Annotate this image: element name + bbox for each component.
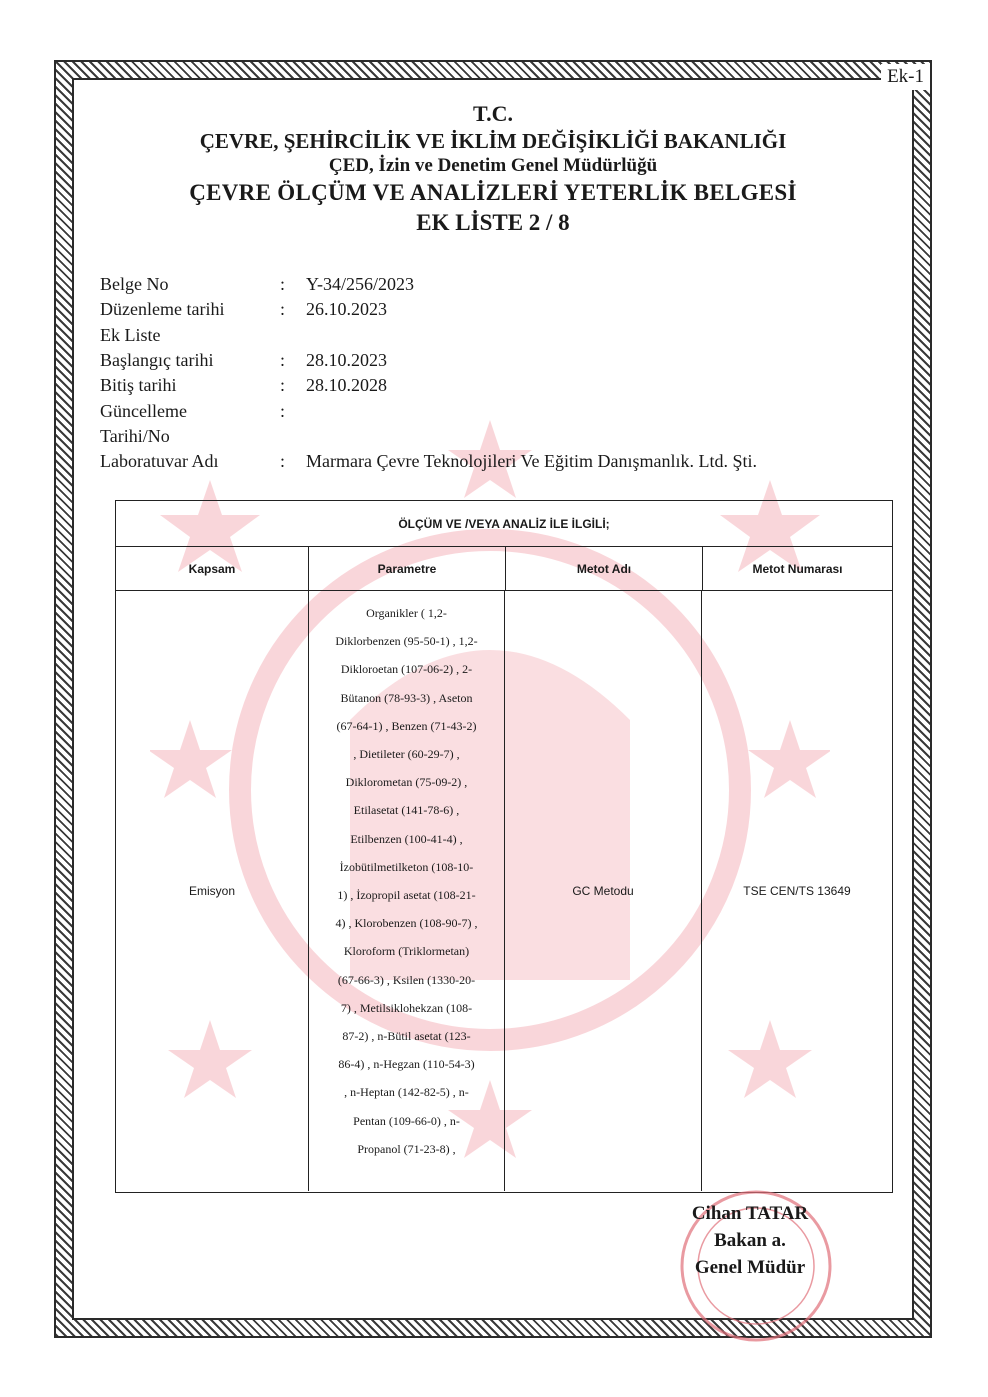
info-colon: :: [280, 350, 286, 371]
parameter-list: [335, 599, 477, 1163]
parameter-line: Propanol (71-23-8) ,: [357, 1141, 456, 1156]
info-label: Belge No: [100, 274, 169, 295]
info-label: Laboratuvar Adı: [100, 451, 219, 472]
header-metot-numarasi: Metot Numarası: [752, 561, 843, 576]
info-row: [100, 323, 900, 348]
info-row: [100, 449, 900, 474]
cell-kapsam: Emisyon: [116, 591, 309, 1191]
parameter-line: 4) , Klorobenzen (108-90-7) ,: [335, 916, 478, 931]
signatory-title: Genel Müdür: [694, 1257, 806, 1278]
info-label: Düzenleme tarihi: [100, 299, 225, 320]
info-label: Başlangıç tarihi: [100, 350, 214, 371]
ek-tag: Ek-1: [881, 64, 930, 90]
parameter-line: Dikloroetan (107-06-2) , 2-: [340, 662, 473, 677]
scope-table: [115, 500, 893, 1193]
document-header: [72, 100, 914, 238]
info-value: 28.10.2023: [306, 350, 387, 371]
info-row: [100, 424, 900, 449]
table-header-row: [116, 547, 892, 591]
info-row: [100, 272, 900, 297]
parameter-line: İzobütilmetilketon (108-10-: [339, 859, 474, 874]
info-row: [100, 348, 900, 373]
parameter-line: Bütanon (78-93-3) , Aseton: [340, 690, 473, 705]
header-list-number: EK LİSTE 2 / 8: [416, 210, 570, 235]
info-colon: :: [280, 400, 286, 421]
info-label: Tarihi/No: [100, 425, 170, 446]
header-certificate-title: ÇEVRE ÖLÇÜM VE ANALİZLERİ YETERLİK BELGESİ: [189, 180, 797, 205]
info-row: [100, 297, 900, 322]
info-colon: :: [280, 451, 286, 472]
info-row: [100, 398, 900, 423]
parameter-line: Etilbenzen (100-41-4) ,: [350, 831, 463, 846]
parameter-line: 87-2) , n-Bütil asetat (123-: [342, 1029, 471, 1044]
info-label: Güncelleme: [100, 400, 187, 421]
parameter-line: Organikler ( 1,2-: [366, 606, 447, 620]
cell-parametre: [309, 591, 505, 1191]
info-label: Ek Liste: [100, 324, 161, 345]
table-row: [116, 591, 892, 1191]
parameter-line: Kloroform (Triklormetan): [343, 944, 470, 959]
parameter-line: 86-4) , n-Hegzan (110-54-3): [338, 1057, 475, 1072]
info-value: Y-34/256/2023: [306, 274, 414, 295]
header-kapsam: Kapsam: [116, 547, 309, 590]
table-title: ÖLÇÜM VE /VEYA ANALİZ İLE İLGİLİ;: [116, 501, 892, 547]
parameter-line: , n-Heptan (142-82-5) , n-: [344, 1085, 469, 1100]
info-row: [100, 373, 900, 398]
header-ministry: ÇEVRE, ŞEHİRCİLİK VE İKLİM DEĞİŞİKLİĞİ BAKANLIĞI: [199, 129, 787, 153]
header-tc: T.C.: [473, 101, 513, 126]
header-metot-adi: Metot Adı: [506, 547, 703, 590]
info-label: Bitiş tarihi: [100, 375, 177, 396]
cell-metot-numarasi: TSE CEN/TS 13649: [743, 884, 851, 898]
parameter-line: 1) , İzopropil asetat (108-21-: [337, 888, 476, 903]
parameter-line: Diklorbenzen (95-50-1) , 1,2-: [335, 634, 478, 649]
info-value: Marmara Çevre Teknolojileri Ve Eğitim Danışmanlık. Ltd. Şti.: [306, 451, 757, 472]
parameter-line: (67-64-1) , Benzen (71-43-2): [336, 718, 477, 733]
info-block: [100, 272, 900, 474]
info-value: 28.10.2028: [306, 375, 387, 396]
info-colon: :: [280, 299, 286, 320]
parameter-line: 7) , Metilsiklohekzan (108-: [340, 1000, 473, 1015]
signatory-name: Cihan TATAR: [691, 1203, 809, 1224]
parameter-line: Diklorometan (75-09-2) ,: [345, 775, 468, 790]
info-value: 26.10.2023: [306, 299, 387, 320]
header-directorate: ÇED, İzin ve Denetim Genel Müdürlüğü: [328, 155, 658, 176]
signatory-on-behalf: Bakan a.: [714, 1230, 786, 1251]
header-parametre: Parametre: [309, 547, 506, 590]
signature-block: [660, 1200, 840, 1281]
info-colon: :: [280, 274, 286, 295]
parameter-line: (67-66-3) , Ksilen (1330-20-: [337, 972, 476, 987]
parameter-line: , Dietileter (60-29-7) ,: [353, 747, 460, 762]
parameter-line: Etilasetat (141-78-6) ,: [353, 803, 460, 818]
info-colon: :: [280, 375, 286, 396]
cell-metot-adi: GC Metodu: [505, 591, 702, 1191]
parameter-line: Pentan (109-66-0) , n-: [353, 1113, 460, 1128]
